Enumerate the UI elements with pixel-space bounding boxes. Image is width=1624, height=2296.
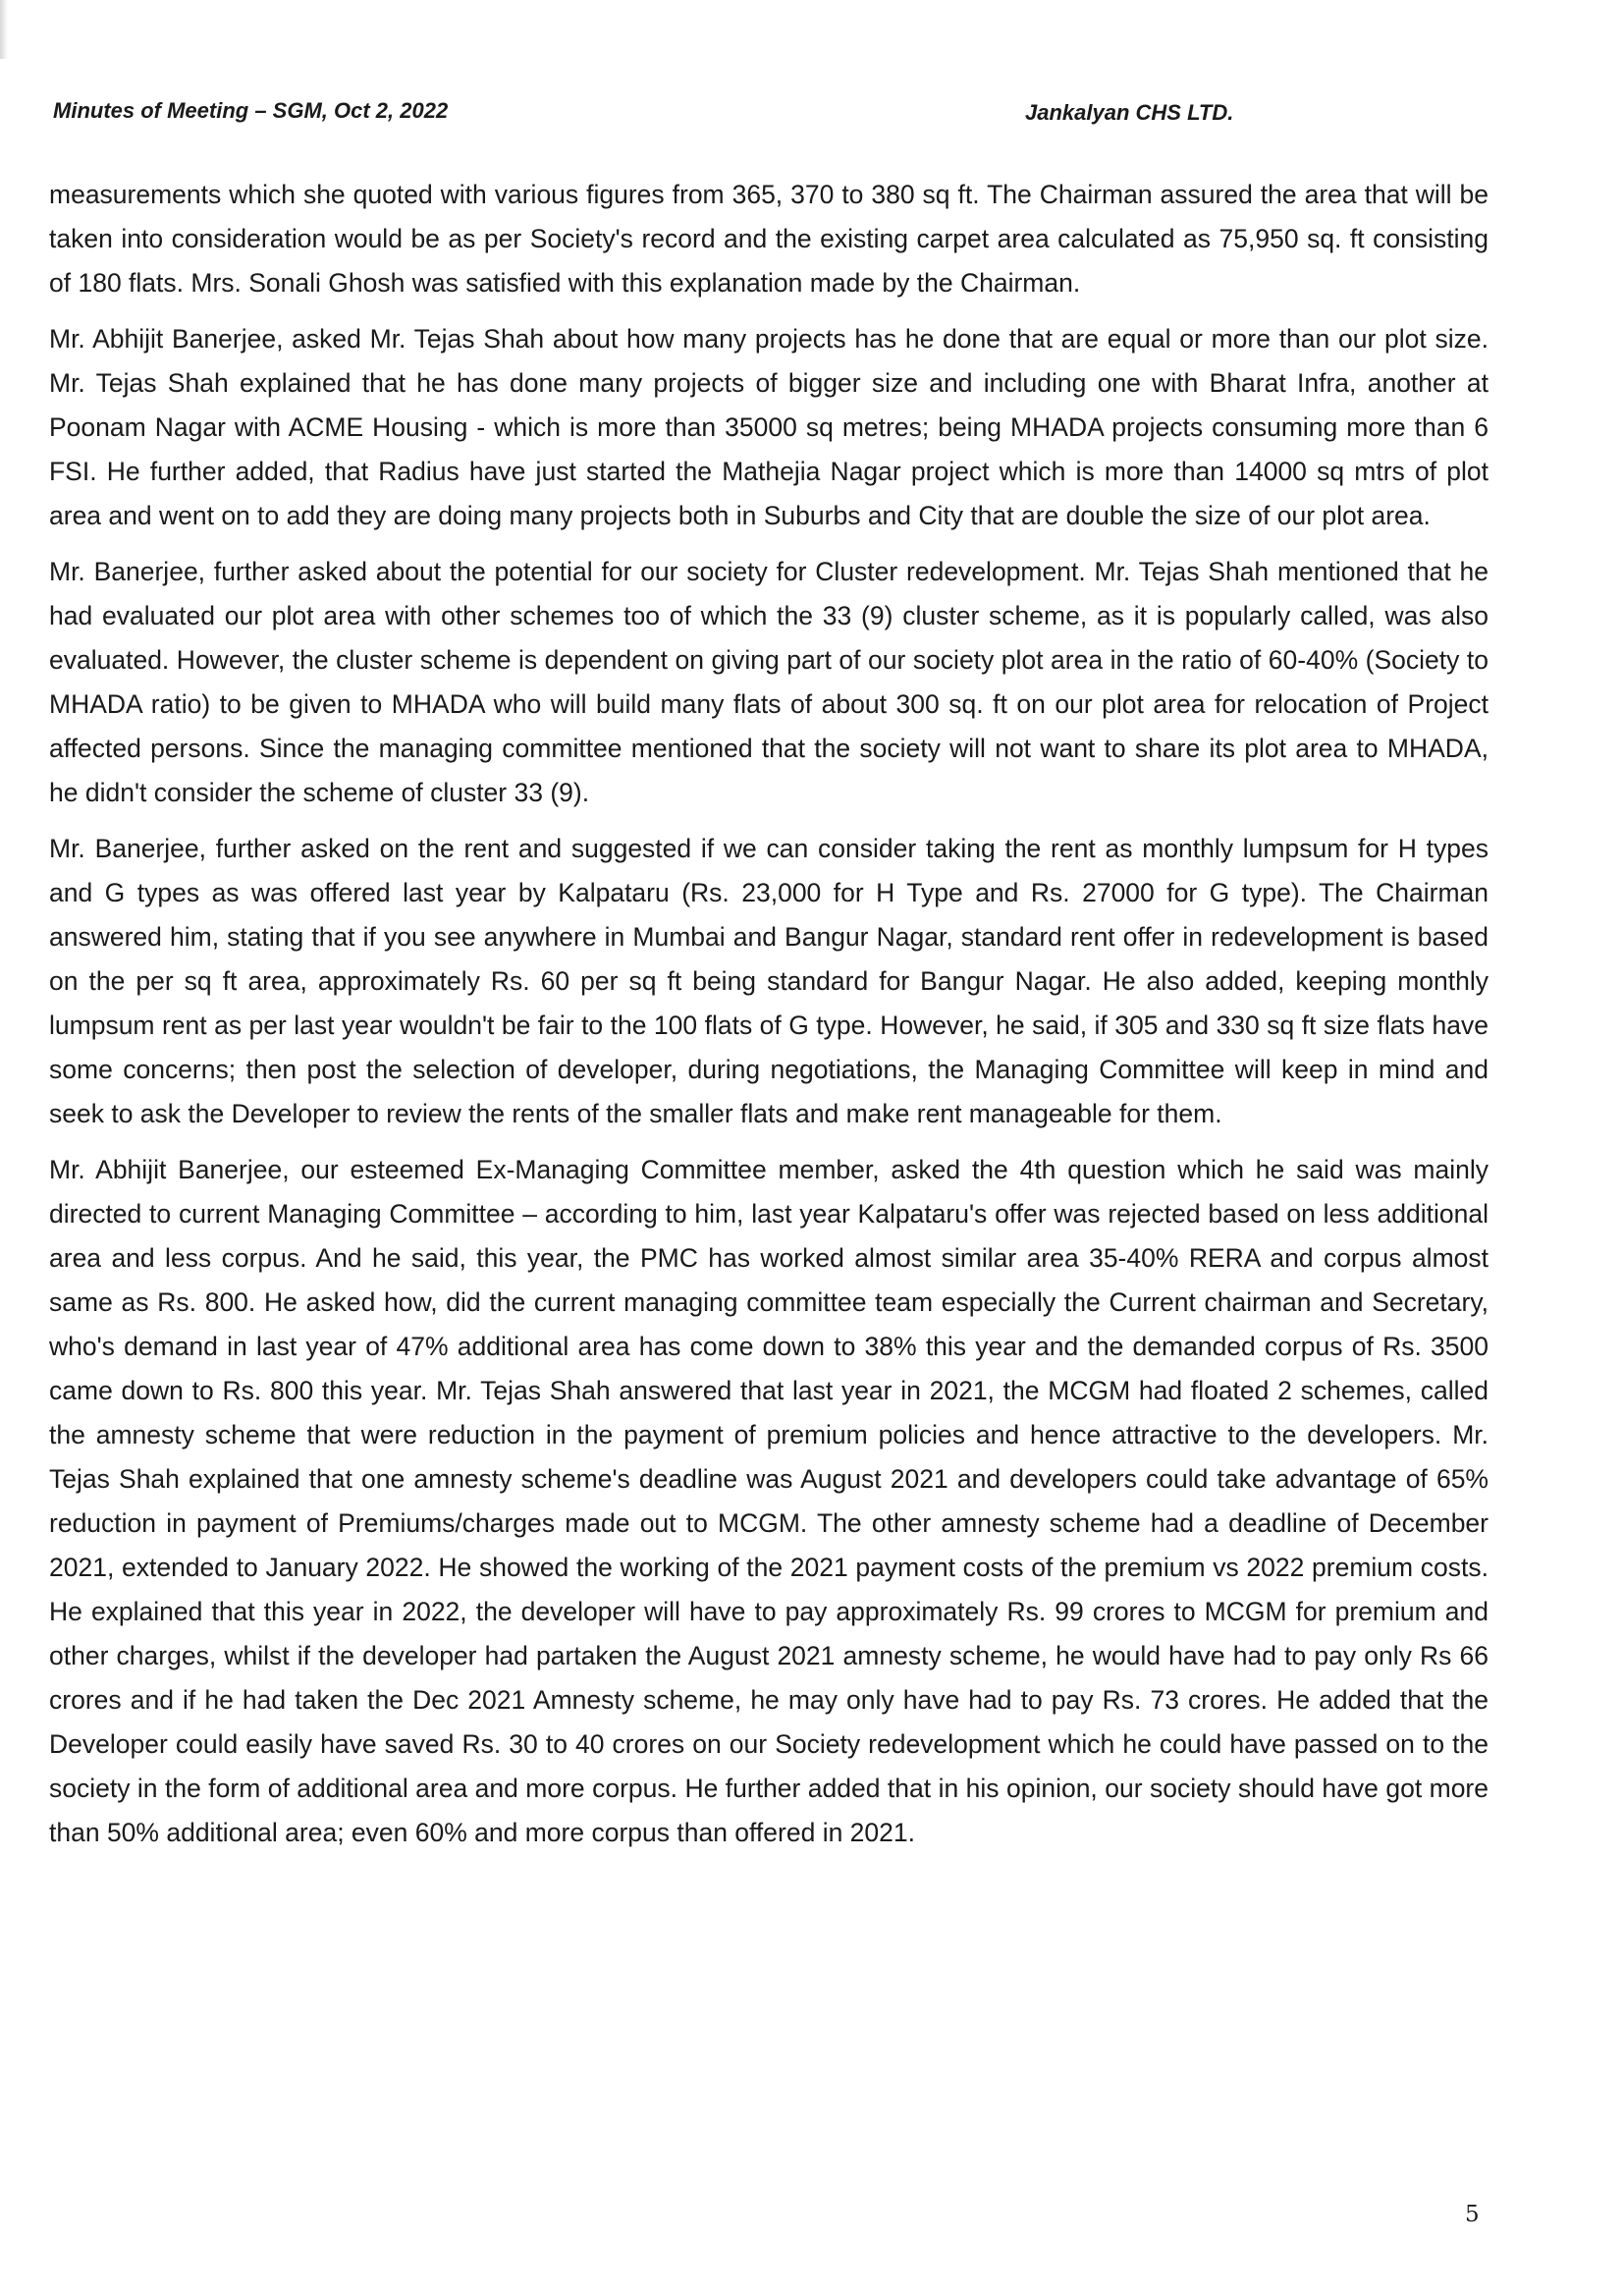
paragraph-rent: Mr. Banerjee, further asked on the rent and suggested if we can consider taking the rent as monthly lumpsum for H types and G types as was offered last year by Kalpataru (Rs. 23,000 for H Type and Rs. 27000 for G type). The Chairman answered him, stating that if you see anywhere in Mumbai and Bangur Nagar, standard rent offer in redevelopment is based on the per sq ft area, approximately Rs. 60 per sq ft being standard for Bangur Nagar. He also added, keeping monthly lumpsum rent as per last year wouldn't be fair to the 100 flats of G type. However, he said, if 305 and 330 sq ft size flats have some concerns; then post the selection of developer, during negotiations, the Managing Committee will keep in mind and seek to ask the Developer to review the rents of the smaller flats and make rent manageable for them. <box>49 834 1489 1128</box>
paragraph-projects-size: Mr. Abhijit Banerjee, asked Mr. Tejas Shah about how many projects has he done that are equal or more than our plot size. Mr. Tejas Shah explained that he has done many projects of bigger size and including one with Bharat Infra, another at Poonam Nagar with ACME Housing - which is more than 35000 sq metres; being MHADA projects consuming more than 6 FSI. He further added, that Radius have just started the Mathejia Nagar project which is more than 14000 sq mtrs of plot area and went on to add they are doing many projects both in Suburbs and City that are double the size of our plot area. <box>49 324 1489 530</box>
document-body <box>49 173 1489 1867</box>
paragraph-cluster-redevelopment: Mr. Banerjee, further asked about the potential for our society for Cluster redevelopment. Mr. Tejas Shah mentioned that he had evaluated our plot area with other schemes too of which the 33 (9) cluster scheme, as it is popularly called, was also evaluated. However, the cluster scheme is dependent on giving part of our society plot area in the ratio of 60-40% (Society to MHADA ratio) to be given to MHADA who will build many flats of about 300 sq. ft on our plot area for relocation of Project affected persons. Since the managing committee mentioned that the society will not want to share its plot area to MHADA, he didn't consider the scheme of cluster 33 (9). <box>49 557 1489 807</box>
header-society-name: Jankalyan CHS LTD. <box>1025 100 1234 125</box>
page-header <box>53 98 1300 137</box>
header-meeting-title: Minutes of Meeting – SGM, Oct 2, 2022 <box>53 98 449 123</box>
scan-edge-shadow <box>0 0 8 59</box>
paragraph-carpet-area: measurements which she quoted with various figures from 365, 370 to 380 sq ft. The Chairman assured the area that will be taken into consideration would be as per Society's record and the existing carpet area calculated as 75,950 sq. ft consisting of 180 flats. Mrs. Sonali Ghosh was satisfied with this explanation made by the Chairman. <box>49 180 1489 298</box>
paragraph-amnesty-scheme: Mr. Abhijit Banerjee, our esteemed Ex-Managing Committee member, asked the 4th question which he said was mainly directed to current Managing Committee – according to him, last year Kalpataru's offer was rejected based on less additional area and less corpus. And he said, this year, the PMC has worked almost similar area 35-40% RERA and corpus almost same as Rs. 800. He asked how, did the current managing committee team especially the Current chairman and Secretary, who's demand in last year of 47% additional area has come down to 38% this year and the demanded corpus of Rs. 3500 came down to Rs. 800 this year. Mr. Tejas Shah answered that last year in 2021, the MCGM had floated 2 schemes, called the amnesty scheme that were reduction in the payment of premium policies and hence attractive to the developers. Mr. Tejas Shah explained that one amnesty scheme's deadline was August 2021 and developers could take advantage of 65% reduction in payment of Premiums/charges made out to MCGM. The other amnesty scheme had a deadline of December 2021, extended to January 2022. He showed the working of the 2021 payment costs of the premium vs 2022 premium costs. He explained that this year in 2022, the developer will have to pay approximately Rs. 99 crores to MCGM for premium and other charges, whilst if the developer had partaken the August 2021 amnesty scheme, he would have had to pay only Rs 66 crores and if he had taken the Dec 2021 Amnesty scheme, he may only have had to pay Rs. 73 crores. He added that the Developer could easily have saved Rs. 30 to 40 crores on our Society redevelopment which he could have passed on to the society in the form of additional area and more corpus. He further added that in his opinion, our society should have got more than 50% additional area; even 60% and more corpus than offered in 2021. <box>49 1155 1489 1847</box>
page-number: 5 <box>1465 2202 1480 2227</box>
